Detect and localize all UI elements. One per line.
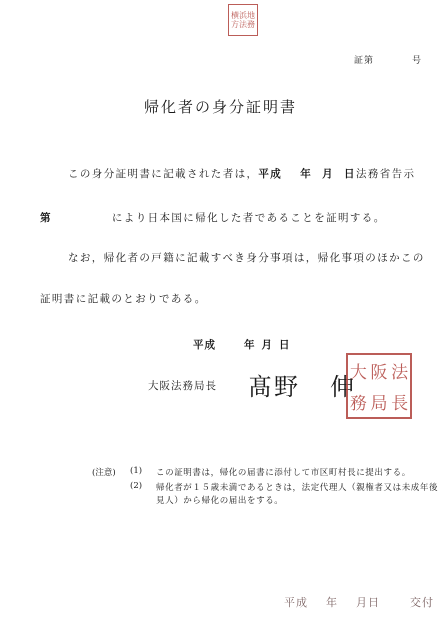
seal-char: 浜 xyxy=(239,11,247,20)
issue-date xyxy=(193,337,291,352)
era-label: 平成 xyxy=(258,168,283,180)
body-text: この身分証明書に記載された者は， xyxy=(68,168,259,180)
body-text: 法務省告示 xyxy=(355,168,416,180)
seal-char: 法 xyxy=(239,20,247,29)
month-label: 月 xyxy=(322,168,335,180)
seal-char: 横 xyxy=(231,11,239,20)
note-number: (1) xyxy=(130,466,143,476)
seal-char: 方 xyxy=(231,20,239,29)
date-day: 日 xyxy=(279,339,291,351)
date-era: 平成 xyxy=(193,339,216,351)
note-text: 帰化者が１５歳未満であるときは，法定代理人（親権者又は未成年後 xyxy=(156,483,439,493)
signer-title: 大阪法務局長 xyxy=(148,380,217,392)
cert-suffix: 号 xyxy=(412,56,423,66)
note-text: この証明書は，帰化の届書に添付して市区町村長に提出する。 xyxy=(156,468,411,478)
seal-char: 阪 xyxy=(370,363,388,383)
seal-char: 務 xyxy=(247,20,255,29)
seal-char: 地 xyxy=(247,11,255,20)
stamp-month: 月 xyxy=(356,596,368,609)
document-title: 帰化者の身分証明書 xyxy=(143,98,297,116)
cert-prefix: 証第 xyxy=(354,56,375,66)
stamp-era: 平成 xyxy=(284,596,308,609)
seal-char: 務 xyxy=(349,394,367,414)
official-seal xyxy=(346,353,412,419)
certificate-number xyxy=(354,53,422,66)
day-label: 日 xyxy=(344,168,356,180)
body-line-4: 証明書に記載のとおりである。 xyxy=(40,293,207,305)
date-month: 月 xyxy=(261,339,273,351)
seal-char: 法 xyxy=(391,363,409,383)
notes-label: (注意) xyxy=(92,468,116,478)
stamp-issued: 交付 xyxy=(410,596,434,609)
body-text: により日本国に帰化した者であることを証明する。 xyxy=(111,212,386,224)
stamp-day: 日 xyxy=(368,596,380,609)
body-line-1 xyxy=(68,166,415,181)
small-seal xyxy=(228,4,258,36)
seal-char: 大 xyxy=(349,363,367,383)
signer-name xyxy=(248,367,356,402)
body-line-3: なお，帰化者の戸籍に記載すべき身分事項は，帰化事項のほかこの xyxy=(68,252,425,264)
signer-given-name: 伸 xyxy=(330,373,356,401)
seal-char: 局 xyxy=(370,394,388,414)
seal-char: 長 xyxy=(391,394,409,414)
body-line-2 xyxy=(40,210,386,225)
signer-surname: 髙野 xyxy=(248,373,300,401)
stamp-year: 年 xyxy=(326,596,338,609)
note-number: (2) xyxy=(130,481,143,491)
number-label: 第 xyxy=(40,212,52,224)
year-label: 年 xyxy=(300,168,313,180)
date-year: 年 xyxy=(244,339,256,351)
note-text-continued: 見人）から帰化の届出をする。 xyxy=(156,496,284,506)
issued-stamp xyxy=(284,594,434,610)
